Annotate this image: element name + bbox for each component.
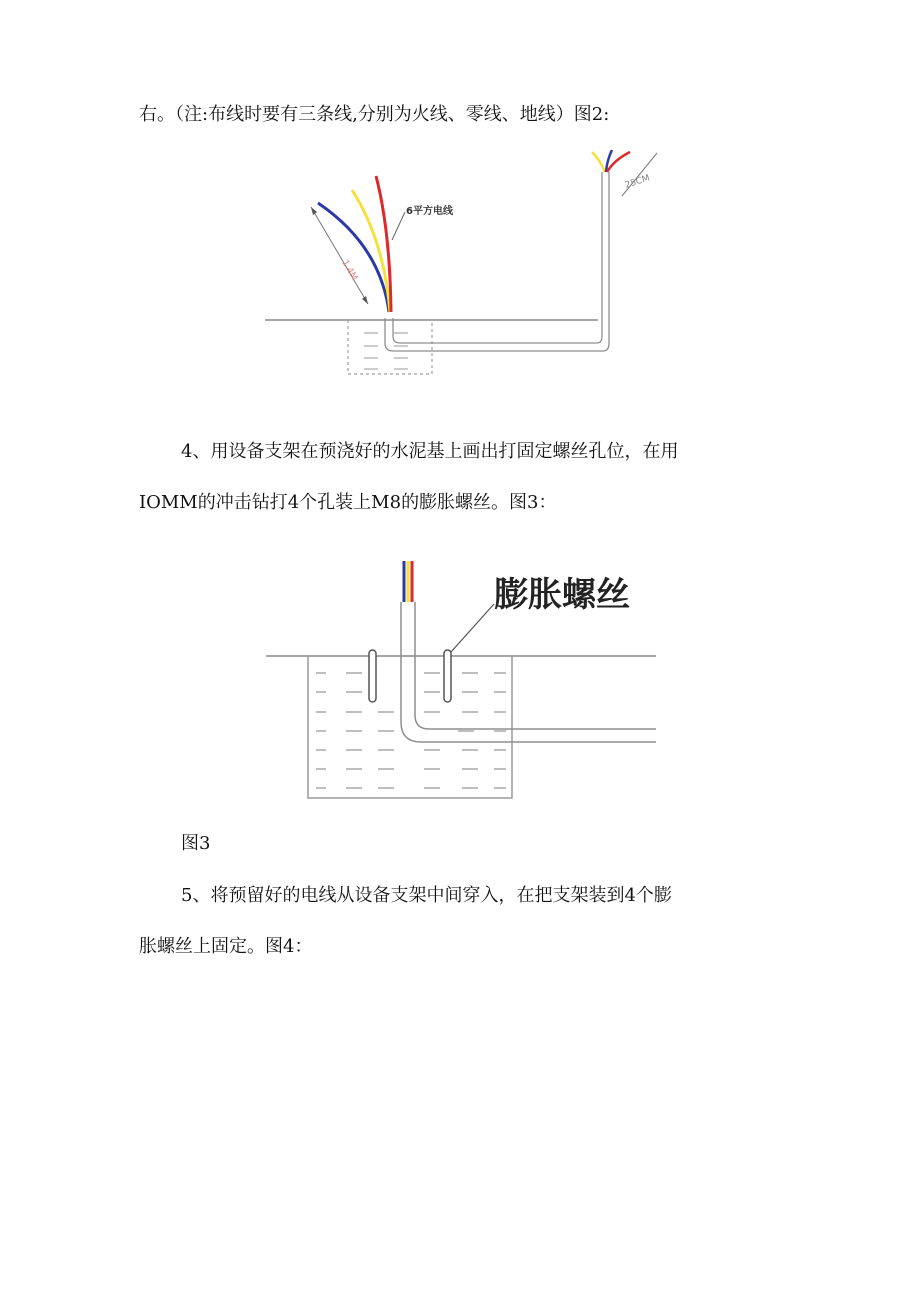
step5-line-1: 5、将预留好的电线从设备支架中间穿入，在把支架装到4个膨 (181, 885, 672, 906)
label-6mm-wire: 6平方电线 (406, 206, 453, 217)
step5-line-2: 胀螺丝上固定。图4： (139, 936, 313, 957)
conduit-pipe-fig3 (401, 602, 656, 742)
label-25cm: 25CM (623, 173, 652, 191)
label-expansion-bolt: 膨胀螺丝 (494, 575, 630, 615)
expansion-bolt-right (444, 650, 451, 702)
pit-water-dashes-fig3 (316, 673, 506, 788)
label-1-4m: 1.4M (339, 258, 360, 283)
figure-3-caption: 图3 (181, 833, 211, 854)
bolt-label-leader (451, 604, 494, 652)
expansion-bolt-left (369, 650, 376, 702)
step4-line-1: 4、用设备支架在预浇好的水泥基上画出打固定螺丝孔位，在用 (181, 441, 679, 462)
note-line: 右。（注:布线时要有三条线,分别为火线、零线、地线）图2: (139, 104, 610, 125)
step4-line-2: IOMM的冲击钻打4个孔装上M8的膨胀螺丝。图3： (139, 492, 557, 513)
concrete-pit-outline-fig3 (308, 656, 512, 798)
